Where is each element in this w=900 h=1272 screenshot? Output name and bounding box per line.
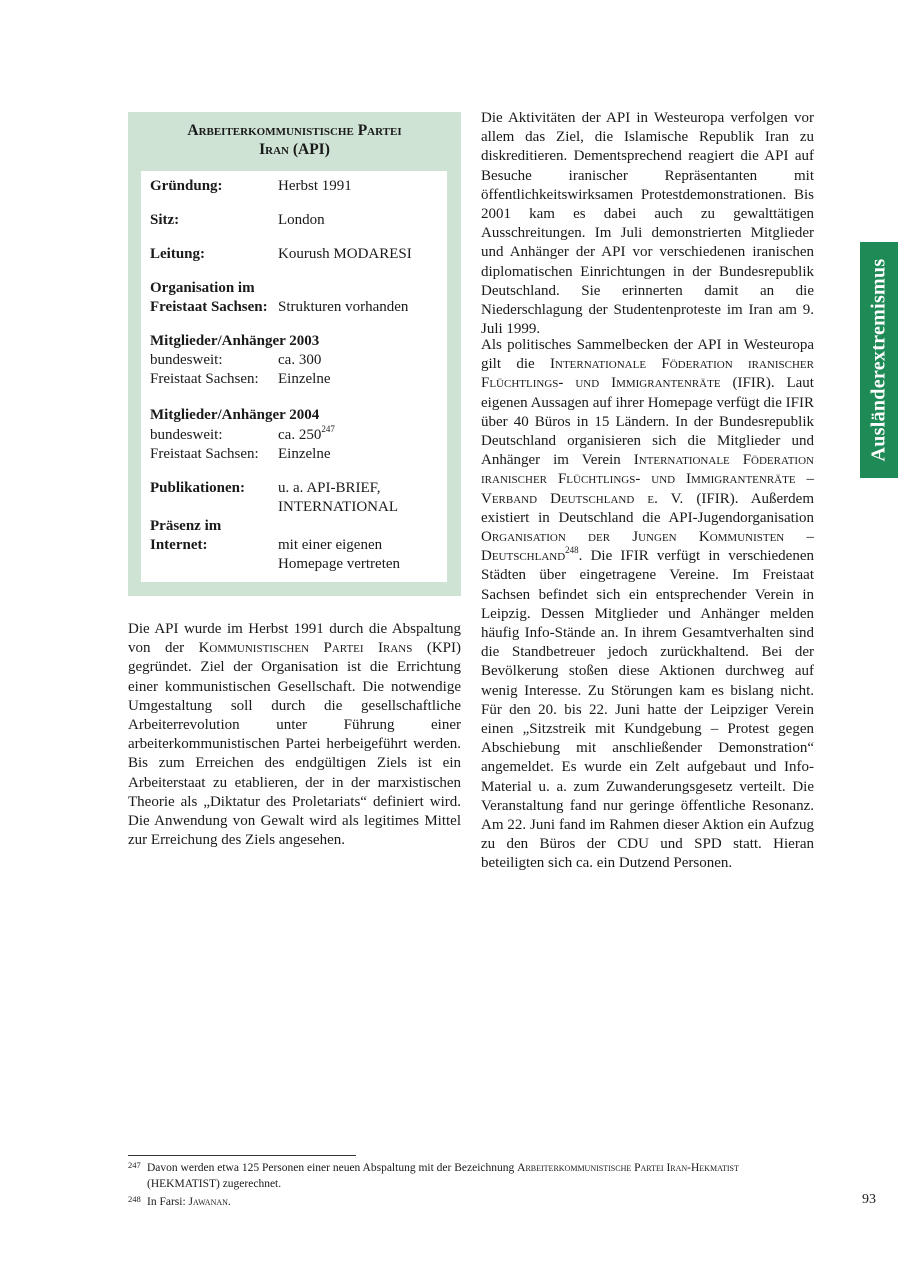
publikationen-value-line2: INTERNATIONAL (278, 499, 398, 515)
publikationen-value-line1: u. a. API-BRIEF, (278, 480, 381, 496)
right-text-c: (IFIR). Außerdem existiert in Deutschland die API-Jugendorganisation (481, 490, 815, 526)
footnote-248-text-b: . (227, 1196, 231, 1208)
internet-value-line2: Homepage vertreten (278, 556, 401, 572)
footnote-ref-247: 247 (321, 424, 335, 434)
members-2004-heading: Mitglieder/Anhänger 2004 (150, 407, 320, 423)
left-column-paragraph (128, 620, 461, 850)
footnote-248 (128, 1194, 231, 1210)
publikationen-label: Publikationen: (150, 480, 246, 496)
leitung-value: Kourush MODARESI (278, 246, 412, 262)
members-2003-sachsen-label: Freistaat Sachsen: (150, 371, 259, 387)
gruendung-label: Gründung: (150, 178, 223, 194)
page-number: 93 (862, 1192, 876, 1207)
right-column-paragraph-2 (481, 336, 814, 874)
organisation-label-line1: Organisation im (150, 280, 255, 296)
members-2003-heading: Mitglieder/Anhänger 2003 (150, 333, 320, 349)
members-2004-bund-value (278, 426, 335, 445)
info-box-body (141, 171, 447, 582)
footnote-247-text (147, 1160, 739, 1192)
internet-label-line1: Präsenz im (150, 518, 222, 534)
footnote-247-text-b: (HEKMATIST) zugerechnet. (147, 1178, 282, 1190)
section-side-tab-label: Ausländerextremismus (867, 258, 890, 462)
footnote-ref-248: 248 (565, 545, 579, 556)
members-2003-bund-label: bundesweit: (150, 352, 223, 368)
members-2004-bund-label: bundesweit: (150, 427, 223, 443)
right-text-ifir: Internationale Föderation iranischer Flüchtlings- und Immigrantenräte (481, 356, 814, 392)
members-2004-sachsen-value: Einzelne (278, 446, 331, 462)
sitz-value: London (278, 212, 325, 228)
info-box (128, 112, 461, 596)
left-text-2: (KPI) gegründet. Ziel der Organisation ist die Errichtung einer kommunistischen Gesellschaft. Die notwendige Umgestaltung soll durch die gesellschaftliche Arbeiterrevolution unter Führung einer arbeiterkommunistischen Partei herbeigeführt werden. Bis zum Erreichen des endgültigen Ziels ist ein Arbeiterstaat zu etablieren, der in der marxistischen Theorie als „Diktatur des Proletariats“ definiert wird. Die Anwendung von Gewalt wird als legitimes Mittel zur Erreichung des Ziels angesehen. (128, 640, 461, 849)
organisation-label-line2: Freistaat Sachsen: (150, 299, 268, 315)
right-text-jugend: Organisation der Jungen Kommunisten – Deutschland (481, 529, 814, 565)
members-2003-sachsen-value: Einzelne (278, 371, 331, 387)
info-box-title-line1: Arbeiterkommunistische Partei (187, 122, 402, 139)
right-text-d: . Die IFIR verfügt in verschiedenen Städten über eingetragene Vereine. Im Freistaat Sachsen befindet sich ein entsprechender Verein in Leipzig. Dessen Mitglieder und Anhänger melden häufig Info-Stände an. In ihrem Gesamtverhalten sind die Standbetreuer jedoch zurückhaltend. Bei der Bevölkerung stoßen diese Aktionen durchweg auf wenig Interesse. Zu Störungen kam es bislang nicht. Für den 20. bis 22. Juni hatte der Leipziger Verein einen „Sitzstreik mit Kundgebung – Protest gegen Abschiebung mit anschließender Demonstration“ angemeldet. Es wurde ein Zelt aufgebaut und Info-Material u. a. zum Zuwanderungsgesetz verteilt. Die Veranstaltung fand nur geringe öffentliche Resonanz. Am 22. Juni fand im Rahmen dieser Aktion ein Aufzug zu den Büros der CDU und SPD statt. Hieran beteiligten sich ca. ein Dutzend Personen. (481, 548, 814, 872)
sitz-label: Sitz: (150, 212, 180, 228)
footnote-247-party: Arbeiterkommunistische Partei Iran-Hekmatist (517, 1162, 739, 1174)
members-2004-sachsen-label: Freistaat Sachsen: (150, 446, 259, 462)
info-box-title (128, 121, 461, 159)
right-text-b: (IFIR). Laut eigenen Aussagen auf ihrer Homepage verfügt die IFIR über 40 Büros in 15 Ländern. In der Bundesrepublik Deutschland organisieren sich die Mitglieder und Anhänger im Verein (481, 375, 814, 469)
section-side-tab (860, 242, 898, 478)
internet-label-line2: Internet: (150, 537, 208, 553)
left-text-kpi: Kommunistischen Partei Irans (198, 640, 413, 657)
footnote-divider (128, 1155, 356, 1156)
gruendung-value: Herbst 1991 (278, 178, 352, 194)
members-2004-bund-number: ca. 250 (278, 427, 322, 443)
info-box-title-line2: Iran (API) (259, 141, 330, 158)
right-text-ifir-verband: Internationale Föderation iranischer Flüchtlings- und Immigrantenräte – Verband Deutschland e. V. (481, 452, 814, 507)
footnote-247-number: 247 (128, 1160, 141, 1170)
internet-value-line1: mit einer eigenen (278, 537, 383, 553)
right-text-a: Als politisches Sammelbecken der API in Westeuropa gilt die (481, 337, 814, 373)
organisation-value: Strukturen vorhanden (278, 299, 409, 315)
footnote-248-word: Jawanan (188, 1196, 228, 1208)
left-text-1: Die API wurde im Herbst 1991 durch die Abspaltung von der (128, 621, 461, 657)
footnote-248-text (147, 1194, 231, 1210)
footnote-248-text-a: In Farsi: (147, 1196, 189, 1208)
footnote-247 (128, 1160, 739, 1192)
leitung-label: Leitung: (150, 246, 206, 262)
footnote-247-text-a: Davon werden etwa 125 Personen einer neuen Abspaltung mit der Bezeichnung (147, 1162, 518, 1174)
members-2003-bund-value: ca. 300 (278, 352, 322, 368)
footnote-248-number: 248 (128, 1194, 141, 1204)
right-column-paragraph-1: Die Aktivitäten der API in Westeuropa verfolgen vor allem das Ziel, die Islamische Republik Iran zu diskreditieren. Dementsprechend reagiert die API auf Besuche iranischer Repräsentanten mit öffentlichkeitswirksamen Protestdemonstrationen. Bis 2001 kam es dabei auch zu gewalttätigen Ausschreitungen. Im Juli demonstrierten Mitglieder und Anhänger der API vor verschiedenen iranischen diplomatischen Einrichtungen in der Bundesrepublik Deutschland. Sie erinnerten damit an die Niederschlagung der Studentenproteste im Iran am 9. Juli 1999. (481, 110, 814, 338)
